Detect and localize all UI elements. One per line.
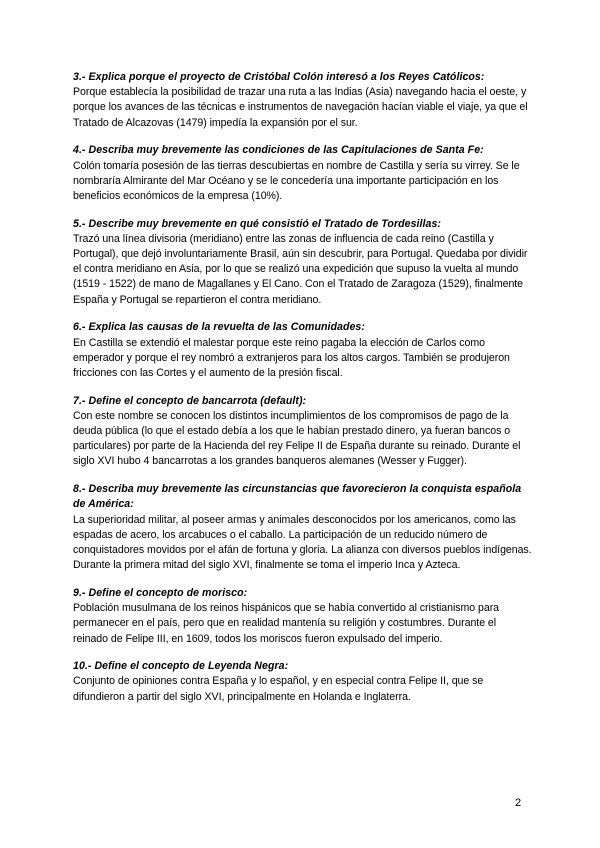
question-heading: 4.- Describa muy brevemente las condiciones de las Capitulaciones de Santa Fe: xyxy=(73,144,484,157)
qa-item-9 xyxy=(73,586,533,647)
qa-item-4 xyxy=(73,143,533,204)
document-body xyxy=(73,70,533,717)
answer-text: En Castilla se extendió el malestar porque este reino pagaba la elección de Carlos como emperador y porque el rey nombró a extranjeros para los altos cargos. También se produjeron fricciones con las Cortes y el aumento de la presión fiscal. xyxy=(73,336,510,379)
answer-text: Colón tomaría posesión de las tierras descubiertas en nombre de Castilla y sería su virrey. Se le nombraría Almirante del Mar Océano y se le concedería una importante participación en los beneficios económicos de la empresa (10%). xyxy=(73,159,520,202)
qa-item-5 xyxy=(73,217,533,308)
answer-text: Trazó una línea divisoria (meridiano) entre las zonas de influencia de cada reino (Castilla y Portugal), que dejó involuntariamente Brasil, aún sin descubrir, para Portugal. Quedaba por dividir el contra meridiano en Asia, por lo que se realizó una expedición que supuso la vuelta al mundo (1519 - 1522) de mano de Magallanes y El Cano. Con el Tratado de Zaragoza (1529), finalmente España y Portugal se repartieron el contra meridiano. xyxy=(73,232,528,306)
page-number: 2 xyxy=(515,797,522,809)
question-heading: 6.- Explica las causas de la revuelta de las Comunidades: xyxy=(73,321,365,334)
answer-text: La superioridad militar, al poseer armas y animales desconocidos por los americanos, como las espadas de acero, los arcabuces o el caballo. La participación de un reducido número de conquistadores movidos por el afán de fortuna y gloria. La alianza con diversos pueblos indígenas. Durante la primera mitad del siglo XVI, finalmente se toma el imperio Inca y Azteca. xyxy=(73,513,532,572)
qa-item-7 xyxy=(73,394,533,470)
question-heading: 7.- Define el concepto de bancarrota (default): xyxy=(73,394,307,407)
answer-text: Con este nombre se conocen los distintos incumplimientos de los compromisos de pago de la deuda pública (lo que el estado debía a los que le habían prestado dinero, ya fueran bancos o particulares) por parte de la Hacienda del rey Felipe II de España durante su reinado. Durante el siglo XVI hubo 4 bancarrotas a los grandes banqueros alemanes (Wesser y Fugger). xyxy=(73,409,521,468)
qa-item-10 xyxy=(73,659,533,705)
qa-item-3 xyxy=(73,70,533,131)
question-heading: 3.- Explica porque el proyecto de Cristóbal Colón interesó a los Reyes Católicos: xyxy=(73,71,485,83)
answer-text: Población musulmana de los reinos hispánicos que se había convertido al cristianismo para permanecer en el país, pero que en realidad mantenía su religión y costumbres. Durante el reinado de Felipe III, en 1609, todos los moriscos fueron expulsado del imperio. xyxy=(73,602,500,645)
qa-item-8 xyxy=(73,482,533,573)
question-heading: 10.- Define el concepto de Leyenda Negra: xyxy=(73,660,289,673)
question-heading: 9.- Define el concepto de morisco: xyxy=(73,586,248,599)
question-heading: 5.- Describe muy brevemente en qué consistió el Tratado de Tordesillas: xyxy=(73,217,441,230)
answer-text: Conjunto de opiniones contra España y lo español, y en especial contra Felipe II, que se difundieron a partir del siglo XVI, principalmente en Holanda e Inglaterra. xyxy=(73,675,484,703)
qa-item-6 xyxy=(73,320,533,381)
answer-text: Porque establecía la posibilidad de trazar una ruta a las Indias (Asia) navegando hacia el oeste, y porque los avances de las técnicas e instrumentos de navegación hacían viable el viaje, ya que el Tratado de Alcazovas (1479) impedía la expansión por el sur. xyxy=(73,86,528,129)
question-heading: 8.- Describa muy brevemente las circunstancias que favorecieron la conquista española de América: xyxy=(73,483,522,511)
